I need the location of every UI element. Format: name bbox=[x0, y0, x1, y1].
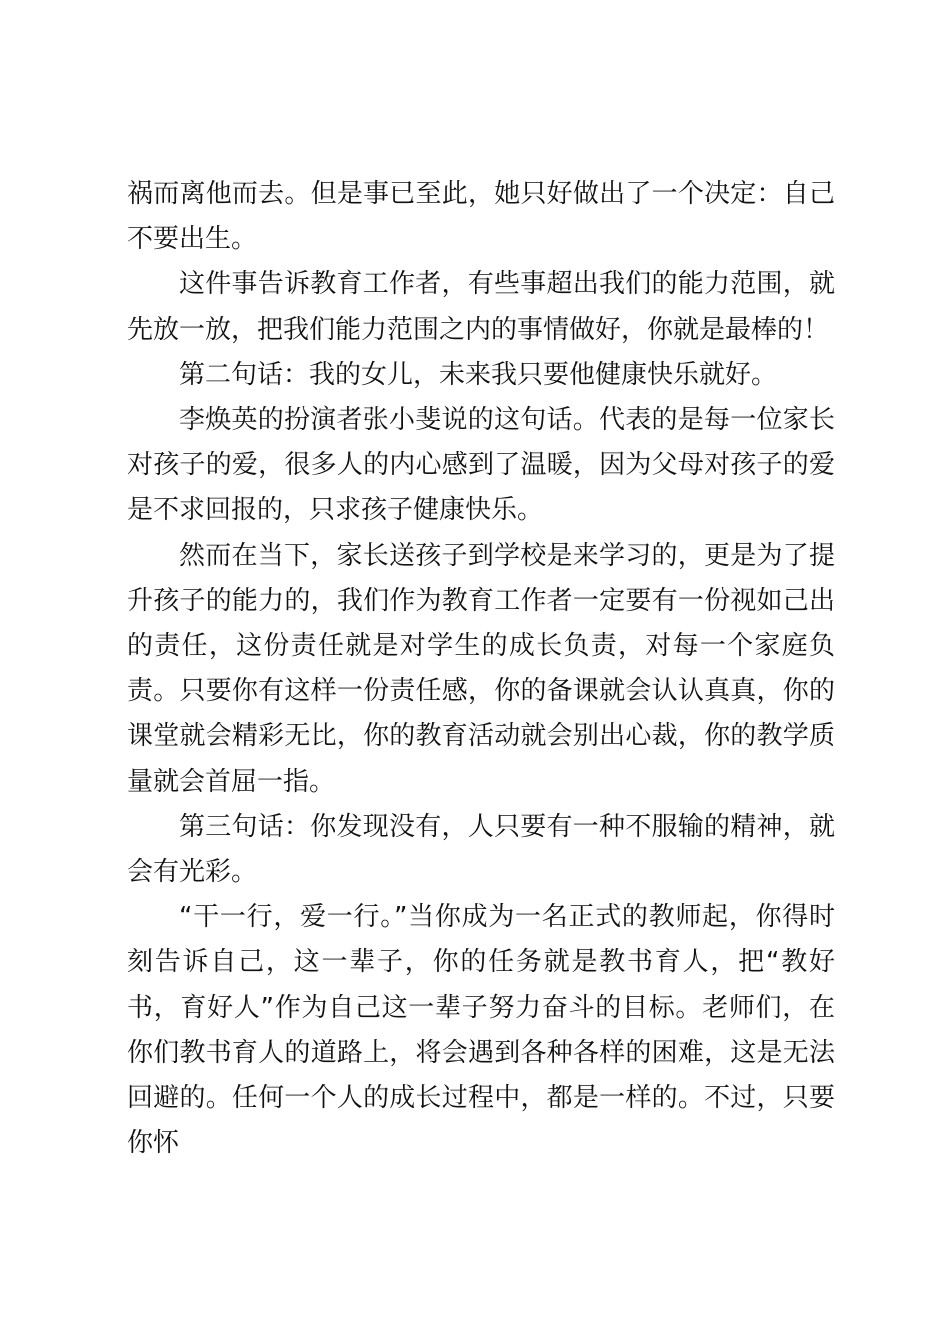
document-body bbox=[127, 172, 835, 1166]
paragraph-3: 第二句话：我的女儿，未来我只要他健康快乐就好。 bbox=[179, 359, 778, 390]
paragraph-2: 这件事告诉教育工作者，有些事超出我们的能力范围，就先放一放，把我们能力范围之内的事情做好，你就是最棒的！ bbox=[127, 269, 835, 345]
paragraph-6: 第三句话：你发现没有，人只要有一种不服输的精神，就会有光彩。 bbox=[127, 811, 835, 888]
paragraph-5: 然而在当下，家长送孩子到学校是来学习的，更是为了提升孩子的能力的，我们作为教育工作者一定要有一份视如己出的责任，这份责任就是对学生的成长负责，对每一个家庭负责。只要你有这样一份责任感，你的备课就会认认真真，你的课堂就会精彩无比，你的教育活动就会别出心裁，你的教学质量就会首屈一指。 bbox=[127, 540, 835, 797]
paragraph-1: 祸而离他而去。但是事已至此，她只好做出了一个决定：自己不要出生。 bbox=[127, 179, 835, 255]
paragraph-7: “干一行，爱一行。”当你成为一名正式的教师起，你得时刻告诉自己，这一辈子，你的任务就是教书育人，把“教好书，育好人”作为自己这一辈子努力奋斗的目标。老师们，在你们教书育人的道路上，将会遇到各种各样的困难，这是无法回避的。任何一个人的成长过程中，都是一样的。不过，只要你怀 bbox=[127, 902, 835, 1159]
paragraph-4: 李焕英的扮演者张小斐说的这句话。代表的是每一位家长对孩子的爱，很多人的内心感到了温暖，因为父母对孩子的爱是不求回报的，只求孩子健康快乐。 bbox=[127, 405, 835, 526]
